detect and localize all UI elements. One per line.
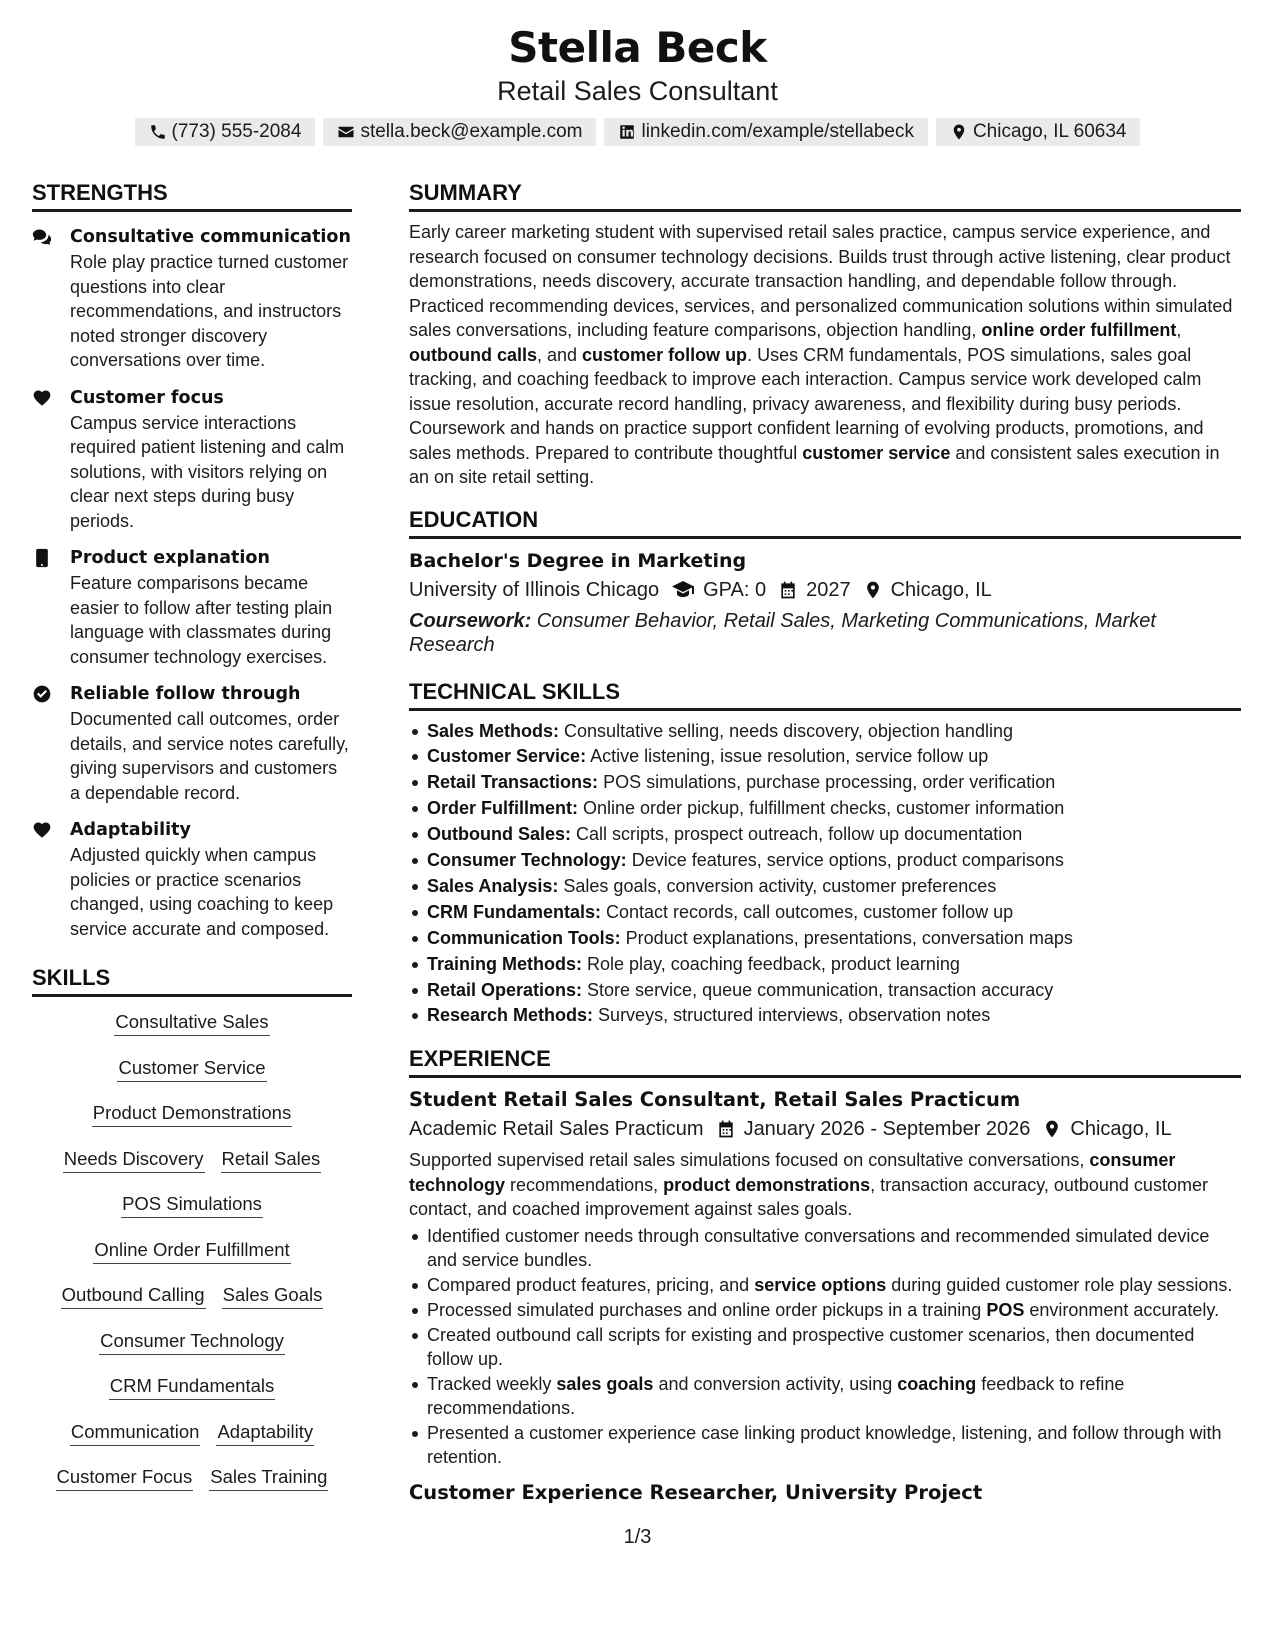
technical-skill-item [409, 822, 1241, 848]
job-bullet [409, 1298, 1241, 1322]
right-column [409, 178, 1241, 1507]
skill-tag: Outbound Calling [61, 1282, 206, 1309]
text-span: recommendations, [505, 1174, 664, 1195]
text-span: Identified customer needs through consultative conversations and recommended simulated device and service bundles. [427, 1225, 1210, 1270]
technical-skill-item [409, 1003, 1241, 1029]
skill-tag: Customer Focus [56, 1464, 194, 1491]
coursework-label: Coursework: [409, 609, 532, 632]
map-marker-icon [1042, 1119, 1062, 1139]
skill-row [32, 1464, 352, 1510]
map-marker-icon [863, 580, 883, 600]
text-span: environment accurately. [1024, 1299, 1220, 1320]
technical-skill-text: Sales goals, conversion activity, customer preferences [558, 875, 997, 896]
text-span: during guided customer role play sessions. [886, 1274, 1233, 1295]
technical-skill-text: Active listening, issue resolution, service follow up [586, 746, 989, 767]
technical-skill-text: Store service, queue communication, transaction accuracy [582, 979, 1054, 1000]
strength-item [32, 545, 352, 669]
technical-skill-text: Product explanations, presentations, conversation maps [620, 927, 1073, 948]
job-bullet [409, 1372, 1241, 1420]
bold-text: POS [986, 1299, 1025, 1320]
text-span: Supported supervised retail sales simulations focused on consultative conversations, [409, 1150, 1090, 1171]
contact-phone[interactable] [135, 118, 316, 146]
comments-icon [32, 227, 52, 247]
strength-title: Customer focus [70, 387, 224, 408]
skill-tag: POS Simulations [121, 1191, 263, 1218]
coursework [409, 609, 1241, 657]
strength-title: Reliable follow through [70, 684, 301, 704]
text-span: , and [537, 344, 583, 365]
job-bullet [409, 1323, 1241, 1371]
bold-text: customer service [802, 442, 951, 463]
skill-tag: Online Order Fulfillment [93, 1237, 290, 1264]
strength-desc: Documented call outcomes, order details, and service notes carefully, giving supervisors and customers a dependable record. [70, 709, 349, 803]
strength-item [32, 385, 352, 534]
text-span: Tracked weekly [427, 1373, 557, 1394]
skill-tag: Communication [70, 1419, 201, 1446]
strengths-list [32, 224, 352, 941]
strength-item [32, 681, 352, 805]
heart-icon [32, 388, 52, 408]
phone-icon [149, 123, 167, 141]
text-span: . Uses CRM fundamentals, POS simulations, sales goal tracking, and coaching feedback to improve each interaction. Campus service work developed calm issue resolution, accurate record handling, privacy awareness, and flexibility during busy periods. Coursework and hands on practice support confident learning of evolving products, promotions, and sales methods. Prepared to contribute thoughtful [409, 344, 1204, 463]
skill-row [32, 1237, 352, 1283]
contact-phone-text: (773) 555-2084 [171, 121, 302, 142]
bold-text: outbound calls [409, 344, 537, 365]
candidate-role: Retail Sales Consultant [497, 76, 778, 106]
text-span: , [1176, 320, 1182, 340]
technical-skills-heading: TECHNICAL SKILLS [409, 677, 1241, 711]
skill-tag: Consumer Technology [99, 1328, 285, 1355]
skill-tag: Product Demonstrations [92, 1100, 292, 1127]
technical-skill-label: Retail Operations: [427, 979, 583, 1000]
text-span: Early career marketing student with supervised retail sales practice, campus service experience, and research focused on consumer technology decisions. Builds trust through active listening, clear product demonstrations, needs discovery, accurate transaction handling, and dependable follow through. Practiced recommending devices, services, and personalized communication solutions within simulated sales conversations, including feature comparisons, objection handling, [409, 222, 1233, 340]
linkedin-icon [618, 123, 636, 141]
heart-icon [32, 820, 52, 840]
technical-skill-label: CRM Fundamentals: [427, 901, 602, 922]
job-title: Customer Experience Researcher, University Project [409, 1480, 983, 1504]
text-span: feedback to refine recommendations. [427, 1373, 1125, 1418]
bold-text: online order fulfillment [981, 320, 1177, 340]
text-span: and consistent sales execution in an on site retail setting. [409, 442, 1220, 487]
strength-item [32, 817, 352, 941]
calendar-icon [778, 580, 798, 600]
contact-linkedin[interactable] [604, 118, 927, 146]
skills-heading: SKILLS [32, 963, 352, 997]
skill-tag: Sales Goals [222, 1282, 324, 1309]
school-name: University of Illinois Chicago [409, 578, 660, 601]
left-column [32, 178, 352, 1510]
strengths-heading: STRENGTHS [32, 178, 352, 212]
summary-text [409, 220, 1241, 490]
education-heading: EDUCATION [409, 505, 1241, 539]
strength-desc: Adjusted quickly when campus policies or practice scenarios changed, using coaching to keep service accurate and composed. [70, 845, 334, 939]
skill-tag: Consultative Sales [114, 1009, 269, 1036]
job-bullet [409, 1421, 1241, 1469]
job-bullet [409, 1273, 1241, 1297]
technical-skill-item [409, 848, 1241, 874]
technical-skill-item [409, 926, 1241, 952]
job-dates: January 2026 - September 2026 [743, 1118, 1031, 1141]
envelope-icon [337, 123, 355, 141]
technical-skill-label: Sales Methods: [427, 720, 560, 741]
text-span: , transaction accuracy, outbound customer contact, and coached improvement against sales goals. [409, 1174, 1208, 1220]
strength-title: Consultative communication [70, 227, 351, 247]
skills-list [32, 1005, 352, 1510]
contact-linkedin-text: linkedin.com/example/stellabeck [641, 121, 914, 142]
skill-tag: Customer Service [117, 1055, 266, 1082]
job-summary [409, 1148, 1241, 1222]
technical-skill-item [409, 952, 1241, 978]
bold-text: consumer technology [409, 1150, 1176, 1195]
skill-row [32, 1282, 352, 1328]
text-span: and conversion activity, using [653, 1373, 898, 1394]
strength-item [32, 224, 352, 373]
technical-skill-item [409, 900, 1241, 926]
resume-header [0, 22, 1275, 146]
technical-skill-text: Call scripts, prospect outreach, follow up documentation [571, 824, 1023, 845]
map-marker-icon [950, 123, 968, 141]
technical-skill-label: Sales Analysis: [427, 875, 559, 896]
contact-bar [0, 118, 1275, 146]
technical-skill-item [409, 874, 1241, 900]
summary-heading: SUMMARY [409, 178, 1241, 212]
technical-skill-text: Consultative selling, needs discovery, objection handling [559, 720, 1013, 741]
job-bullet [409, 1224, 1241, 1272]
strength-desc: Role play practice turned customer questions into clear recommendations, and instructors noted stronger discovery conversations over time. [70, 252, 349, 370]
job-title: Student Retail Sales Consultant, Retail Sales Practicum [409, 1088, 1021, 1112]
technical-skill-text: POS simulations, purchase processing, order verification [598, 772, 1056, 793]
strength-desc: Campus service interactions required patient listening and calm solutions, with visitors relying on clear next steps during busy periods. [70, 412, 345, 531]
technical-skill-item [409, 744, 1241, 770]
technical-skill-label: Training Methods: [427, 953, 582, 974]
skill-tag: Sales Training [209, 1464, 328, 1491]
graduation-cap-icon [671, 578, 695, 602]
bold-text: service options [754, 1274, 887, 1295]
contact-email-text: stella.beck@example.com [360, 121, 583, 142]
graduation-year: 2027 [806, 578, 851, 601]
skill-row [32, 1373, 352, 1419]
contact-location-text: Chicago, IL 60634 [972, 121, 1127, 142]
bold-text: sales goals [556, 1373, 654, 1394]
technical-skill-label: Research Methods: [427, 1005, 594, 1026]
skill-tag: Retail Sales [221, 1146, 322, 1173]
technical-skill-text: Surveys, structured interviews, observation notes [593, 1005, 991, 1026]
coursework-list: Consumer Behavior, Retail Sales, Marketing Communications, Market Research [409, 609, 1156, 656]
skill-row [32, 1100, 352, 1146]
degree-title: Bachelor's Degree in Marketing [409, 549, 747, 572]
job-org: Academic Retail Sales Practicum [409, 1118, 704, 1141]
job-bullets [409, 1224, 1241, 1469]
strength-title: Adaptability [70, 820, 191, 840]
technical-skill-text: Device features, service options, product comparisons [626, 850, 1064, 871]
skill-tag: CRM Fundamentals [109, 1373, 276, 1400]
bold-text: customer follow up [582, 344, 748, 365]
skill-row [32, 1191, 352, 1237]
skill-row [32, 1146, 352, 1192]
technical-skill-label: Customer Service: [427, 746, 587, 767]
contact-location [936, 118, 1141, 146]
skill-row [32, 1419, 352, 1465]
bold-text: coaching [897, 1373, 977, 1394]
skill-row [32, 1009, 352, 1055]
skill-tag: Adaptability [216, 1419, 314, 1446]
text-span: Processed simulated purchases and online order pickups in a training [427, 1299, 987, 1320]
technical-skill-text: Online order pickup, fulfillment checks, customer information [578, 798, 1065, 819]
mobile-icon [32, 548, 52, 568]
technical-skills-list [409, 719, 1241, 1030]
technical-skill-text: Role play, coaching feedback, product learning [582, 953, 960, 974]
calendar-icon [716, 1119, 736, 1139]
job-location: Chicago, IL [1070, 1118, 1172, 1141]
technical-skill-item [409, 719, 1241, 745]
text-span: Compared product features, pricing, and [427, 1274, 755, 1295]
school-location: Chicago, IL [890, 578, 992, 601]
education-meta [409, 575, 1241, 605]
candidate-name: Stella Beck [508, 23, 767, 72]
technical-skill-label: Order Fulfillment: [427, 798, 579, 819]
strength-desc: Feature comparisons became easier to follow after testing plain language with classmates during consumer technology exercises. [70, 573, 333, 667]
text-span: Created outbound call scripts for existing and prospective customer scenarios, then documented follow up. [427, 1324, 1195, 1369]
technical-skill-label: Retail Transactions: [427, 772, 599, 793]
experience-heading: EXPERIENCE [409, 1044, 1241, 1078]
check-circle-icon [32, 684, 52, 704]
strength-title: Product explanation [70, 548, 270, 568]
technical-skill-label: Outbound Sales: [427, 824, 571, 845]
gpa-value: GPA: 0 [703, 578, 767, 601]
skill-row [32, 1055, 352, 1101]
skill-tag: Needs Discovery [63, 1146, 205, 1173]
job-meta [409, 1114, 1241, 1144]
technical-skill-text: Contact records, call outcomes, customer follow up [601, 901, 1014, 922]
text-span: Presented a customer experience case linking product knowledge, listening, and follow through with retention. [427, 1422, 1222, 1467]
technical-skill-item [409, 770, 1241, 796]
bold-text: product demonstrations [663, 1174, 871, 1195]
skill-row [32, 1328, 352, 1374]
contact-email[interactable] [323, 118, 596, 146]
page-number: 1/3 [623, 1526, 652, 1548]
technical-skill-item [409, 978, 1241, 1004]
technical-skill-label: Communication Tools: [427, 927, 621, 948]
technical-skill-item [409, 796, 1241, 822]
technical-skill-label: Consumer Technology: [427, 850, 627, 871]
